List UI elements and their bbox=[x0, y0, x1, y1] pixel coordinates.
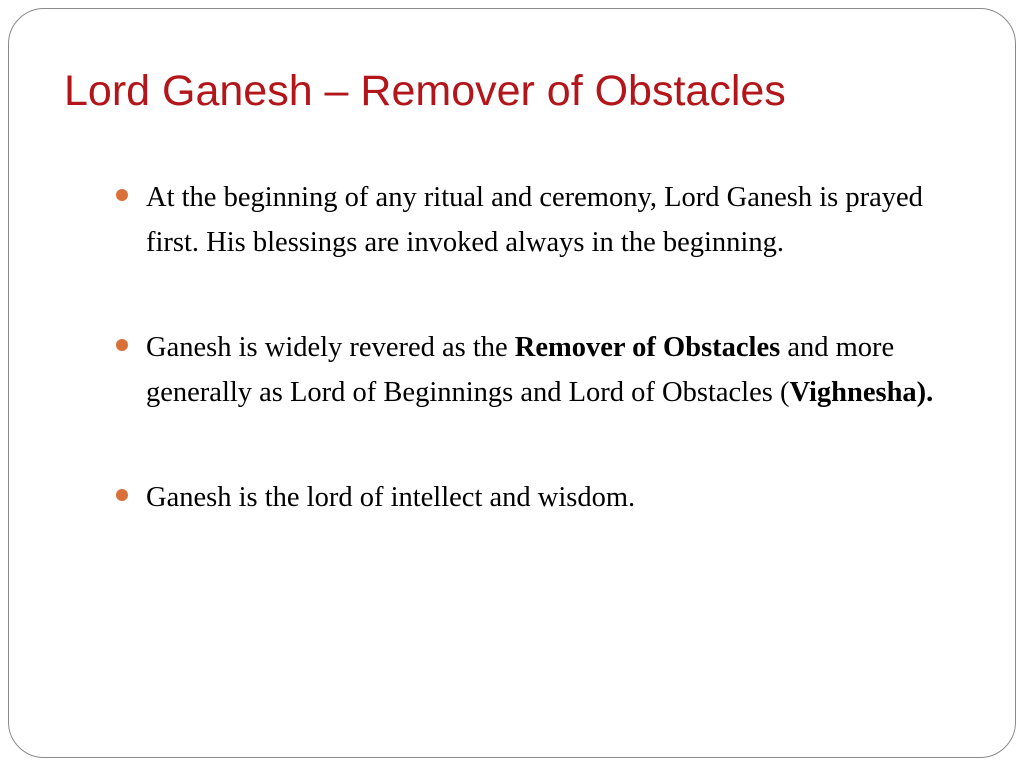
bullet-bold-term: Vighnesha). bbox=[789, 377, 934, 408]
bullet-text-before: Ganesh is widely revered as the bbox=[146, 332, 515, 363]
bullet-bold-phrase: Remover of Obstacles bbox=[514, 332, 781, 363]
bullet-text: At the beginning of any ritual and ceremony, Lord Ganesh is prayed first. His blessings are invoked always in the beginning. bbox=[146, 182, 923, 258]
bullet-item bbox=[146, 325, 976, 415]
bullet-dot-icon bbox=[116, 189, 128, 201]
bullet-dot-icon bbox=[116, 339, 128, 351]
bullet-text: Ganesh is the lord of intellect and wisdom. bbox=[146, 482, 636, 513]
bullet-item bbox=[146, 175, 976, 265]
bullet-text-middle: and more generally as Lord of Beginnings and Lord of Obstacles ( bbox=[146, 332, 895, 408]
slide-title: Lord Ganesh – Remover of Obstacles bbox=[64, 67, 786, 115]
bullet-dot-icon bbox=[116, 489, 128, 501]
bullet-list bbox=[146, 175, 976, 520]
bullet-item bbox=[146, 475, 976, 520]
slide-frame bbox=[8, 8, 1016, 758]
